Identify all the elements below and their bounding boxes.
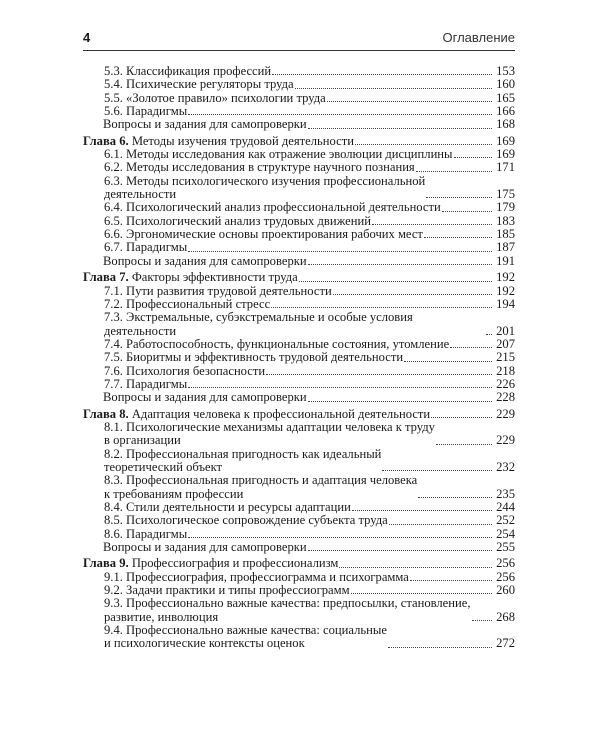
section-title-line1: 6.3. Методы психологического изучения профессиональной [104, 173, 426, 188]
toc-entry-title: 7.7. Парадигмы [104, 376, 188, 391]
dot-leader [389, 524, 492, 525]
toc-entry-title: Вопросы и задания для самопроверки [103, 390, 307, 405]
chapter-title: Адаптация человека к профессиональной деятельности [131, 406, 431, 421]
toc-page-number: 191 [496, 253, 515, 268]
toc-section-entry[interactable] [83, 105, 515, 118]
dot-leader [382, 470, 492, 471]
toc-section-entry[interactable] [83, 365, 515, 378]
toc-section-entry[interactable] [83, 514, 515, 527]
section-title-line2: развитие, инволюция [104, 609, 219, 624]
toc-section-entry[interactable] [83, 474, 515, 501]
toc-page-number: 183 [496, 213, 515, 228]
toc-page-number: 256 [496, 556, 515, 571]
dot-leader [436, 444, 492, 445]
dot-leader [450, 347, 492, 348]
chapter-label: Глава 8. [83, 406, 129, 421]
toc-entry-title: 7.3. Экстремальные, субэкстремальные и особые условия деятельности [104, 310, 413, 338]
toc-page-number: 228 [496, 390, 515, 405]
toc-entry-title [104, 175, 425, 202]
dot-leader [188, 114, 492, 115]
toc-page-number: 169 [496, 147, 515, 162]
dot-leader [339, 567, 492, 568]
dot-leader [355, 144, 492, 145]
page-number: 4 [83, 30, 91, 45]
dot-leader [418, 497, 492, 498]
dot-leader [372, 224, 492, 225]
toc-section-entry[interactable] [83, 215, 515, 228]
section-title-line1: 8.2. Профессиональная пригодность как идеальный [104, 446, 382, 461]
toc-entry-title: 7.4. Работоспособность, функциональные состояния, утомление [104, 336, 450, 351]
toc-page-number: 168 [496, 117, 515, 132]
chapter-title: Факторы эффективности труда [131, 270, 298, 285]
section-title-line1: 9.4. Профессионально важные качества: социальные [104, 623, 387, 638]
toc-page-number: 153 [496, 64, 515, 78]
toc-page-number: 207 [496, 336, 515, 351]
toc-entry-title: 6.1. Методы исследования как отражение эволюции дисциплины [104, 147, 453, 162]
toc-entry-title: 6.6. Эргономические основы проектирования рабочих мест [104, 227, 423, 242]
toc-page-number: 192 [496, 270, 515, 285]
toc-section-entry[interactable] [83, 241, 515, 254]
toc-section-entry[interactable] [83, 285, 515, 298]
section-title-line2: и психологические контексты оценок [104, 636, 305, 651]
dot-leader [308, 550, 492, 551]
dot-leader [352, 510, 492, 511]
toc-page-number: 218 [496, 363, 515, 378]
toc-section-entry[interactable] [83, 92, 515, 105]
toc-section-entry[interactable] [83, 501, 515, 514]
toc-entry-title: 8.6. Парадигмы [104, 526, 188, 541]
toc-page-number: 179 [496, 200, 515, 215]
toc-entry-title: Вопросы и задания для самопроверки [103, 117, 307, 132]
toc-entry-title: 9.2. Задачи практики и типы профессиограмм [104, 583, 350, 598]
toc-section-entry[interactable] [83, 351, 515, 364]
toc-page-number: 166 [496, 104, 515, 119]
dot-leader [351, 593, 492, 594]
toc-page-number: 268 [496, 609, 515, 624]
dot-leader [188, 251, 492, 252]
dot-leader [295, 88, 492, 89]
toc-section-entry[interactable] [83, 584, 515, 597]
dot-leader [299, 281, 492, 282]
toc-chapter-entry[interactable] [83, 135, 515, 148]
toc-entry-title: 5.4. Психические регуляторы труда [104, 77, 294, 92]
toc-section-entry[interactable] [83, 175, 515, 202]
toc-entry-title: 5.6. Парадигмы [104, 104, 188, 119]
toc-entry-title [83, 557, 338, 570]
toc-entry-title: 6.7. Парадигмы [104, 240, 188, 255]
section-title-line1: 9.3. Профессионально важные качества: предпосылки, становление, [104, 596, 471, 611]
toc-section-entry[interactable] [83, 448, 515, 475]
toc-questions-entry[interactable] [83, 255, 515, 268]
dot-leader [308, 128, 492, 129]
toc-questions-entry[interactable] [83, 118, 515, 131]
toc-page-number: 175 [496, 187, 515, 202]
toc-section-entry[interactable] [83, 571, 515, 584]
toc-section-entry[interactable] [83, 78, 515, 91]
toc-page-number: 171 [496, 160, 515, 175]
dot-leader [308, 264, 492, 265]
toc-questions-entry[interactable] [83, 391, 515, 404]
dot-leader [426, 197, 492, 198]
dot-leader [472, 620, 493, 621]
dot-leader [188, 537, 492, 538]
toc-questions-entry[interactable] [83, 541, 515, 554]
toc-section-entry[interactable] [83, 311, 515, 338]
toc-section-entry[interactable] [83, 298, 515, 311]
toc-section-entry[interactable] [83, 421, 515, 448]
toc-page-number: 185 [496, 227, 515, 242]
toc-entry-title [104, 448, 381, 475]
toc-entry-title [83, 135, 354, 148]
dot-leader [271, 307, 492, 308]
toc-section-entry[interactable] [83, 148, 515, 161]
dot-leader [188, 387, 492, 388]
toc-page-number: 160 [496, 77, 515, 92]
section-title-line2: деятельности [104, 187, 177, 202]
toc-section-entry[interactable] [83, 338, 515, 351]
toc-page-number: 254 [496, 526, 515, 541]
dot-leader [327, 101, 492, 102]
chapter-title: Методы изучения трудовой деятельности [131, 133, 354, 148]
toc-entry-title [104, 474, 417, 501]
toc-section-entry[interactable] [83, 161, 515, 174]
toc-page-number: 165 [496, 90, 515, 105]
dot-leader [388, 647, 492, 648]
dot-leader [486, 334, 492, 335]
dot-leader [410, 580, 492, 581]
section-title-line2: теоретический объект [104, 459, 223, 474]
toc-entry-title: 5.3. Классификация профессий [104, 64, 272, 78]
toc-page-number: 256 [496, 569, 515, 584]
toc-section-entry[interactable] [83, 65, 515, 78]
chapter-label: Глава 6. [83, 133, 129, 148]
dot-leader [272, 74, 492, 75]
toc-page-number: 272 [496, 636, 515, 651]
toc-entry-title: 6.5. Психологический анализ трудовых движений [104, 213, 371, 228]
section-title-line1: 8.1. Психологические механизмы адаптации человека к труду [104, 419, 435, 434]
toc-page-number: 192 [496, 283, 515, 298]
toc-entry-title: 5.5. «Золотое правило» психологии труда [104, 90, 326, 105]
toc-entry-title: Вопросы и задания для самопроверки [103, 253, 307, 268]
chapter-label: Глава 9. [83, 556, 129, 571]
toc-entry-title [104, 421, 435, 448]
toc-entry-title: 6.4. Психологический анализ профессиональной деятельности [104, 200, 441, 215]
toc-section-entry[interactable] [83, 597, 515, 624]
section-title-line1: 8.3. Профессиональная пригодность и адаптация человека [104, 473, 418, 488]
toc-entry-title: 6.2. Методы исследования в структуре научного познания [104, 160, 415, 175]
toc-page-number: 255 [496, 540, 515, 555]
toc-entry-title: Вопросы и задания для самопроверки [103, 540, 307, 555]
dot-leader [431, 417, 492, 418]
section-title-line2: в организации [104, 433, 181, 448]
toc-entry-title [83, 271, 298, 284]
toc-entry-title: 7.1. Пути развития трудовой деятельности [104, 283, 332, 298]
dot-leader [404, 361, 492, 362]
dot-leader [266, 374, 492, 375]
running-header [83, 30, 515, 51]
toc-entry-title [104, 624, 387, 651]
dot-leader [454, 157, 492, 158]
toc-chapter-entry[interactable] [83, 557, 515, 570]
toc-section-entry[interactable] [83, 378, 515, 391]
toc-section-entry[interactable] [83, 624, 515, 651]
toc-page-number: 194 [496, 296, 515, 311]
toc-page-number: 169 [496, 133, 515, 148]
toc-chapter-entry[interactable] [83, 271, 515, 284]
dot-leader [308, 401, 492, 402]
chapter-label: Глава 7. [83, 270, 129, 285]
toc-page-number: 229 [496, 406, 515, 421]
toc-page-number: 229 [496, 433, 515, 448]
dot-leader [416, 171, 492, 172]
toc-section-entry[interactable] [83, 528, 515, 541]
toc-page-number: 235 [496, 486, 515, 501]
toc-entry-title: 7.5. Биоритмы и эффективность трудовой деятельности [104, 350, 404, 365]
toc-chapter-entry[interactable] [83, 408, 515, 421]
toc-page-number: 244 [496, 500, 515, 514]
toc-page-number: 252 [496, 513, 515, 528]
toc-entry-title: 7.6. Психология безопасности [104, 363, 266, 378]
table-of-contents [83, 65, 515, 651]
toc-entry-title: 7.2. Профессиональный стресс [104, 296, 271, 311]
toc-page-number: 187 [496, 240, 515, 255]
toc-entry-title: 8.4. Стили деятельности и ресурсы адаптации [104, 500, 351, 514]
toc-section-entry[interactable] [83, 228, 515, 241]
header-title: Оглавление [442, 30, 515, 45]
dot-leader [442, 211, 492, 212]
toc-section-entry[interactable] [83, 201, 515, 214]
toc-entry-title: 8.5. Психологическое сопровождение субъекта труда [104, 513, 388, 528]
toc-entry-title [83, 408, 430, 421]
toc-page-number: 260 [496, 583, 515, 598]
toc-entry-title [104, 597, 471, 624]
toc-entry-title: 9.1. Профессиография, профессиограмма и психограмма [104, 569, 409, 584]
toc-page-number: 215 [496, 350, 515, 365]
toc-page-number: 232 [496, 459, 515, 474]
chapter-title: Профессиография и профессионализм [131, 556, 339, 571]
dot-leader [424, 237, 492, 238]
dot-leader [333, 294, 492, 295]
toc-page-number: 201 [496, 323, 515, 338]
toc-page-number: 226 [496, 376, 515, 391]
section-title-line2: к требованиям профессии [104, 486, 244, 501]
